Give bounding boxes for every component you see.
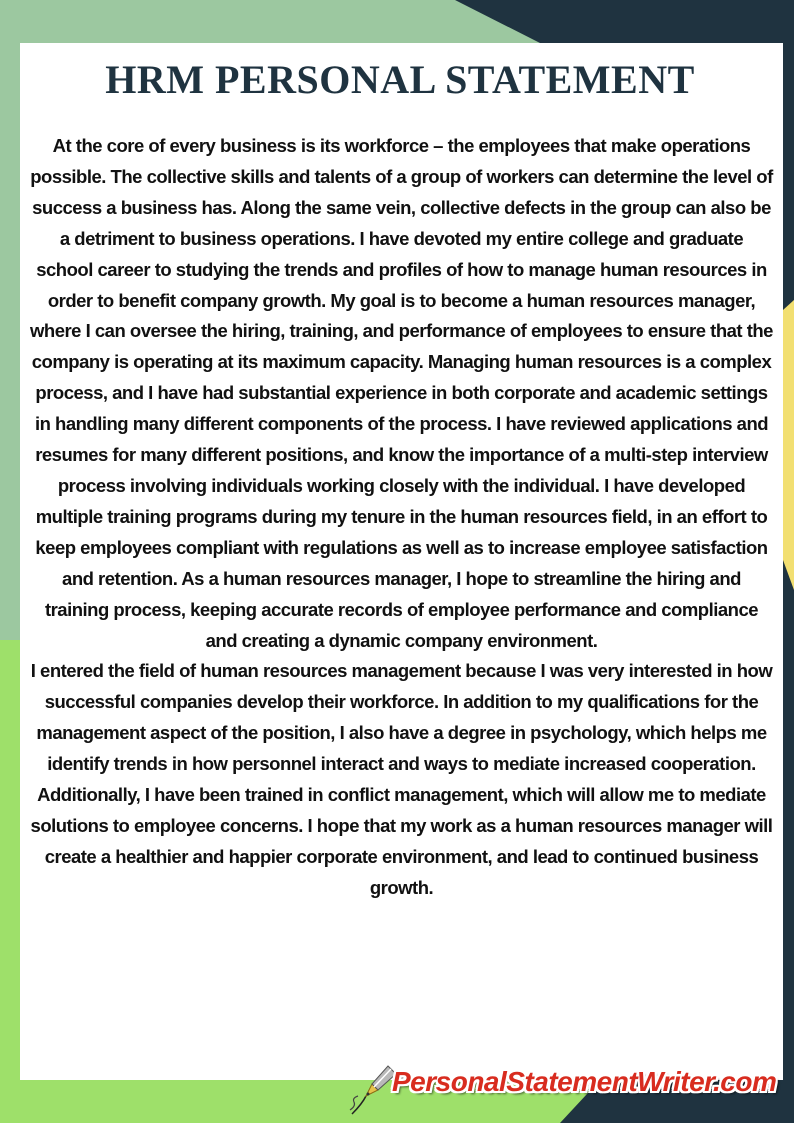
page-title: HRM PERSONAL STATEMENT	[105, 57, 695, 102]
statement-card	[20, 43, 783, 1080]
statement-body	[30, 131, 773, 904]
brand-logo-text: PersonalStatementWriter.com	[392, 1066, 777, 1097]
brand-logo[interactable]	[344, 1060, 777, 1116]
statement-paragraph-1: At the core of every business is its workforce – the employees that make operations possible. The collective skills and talents of a group of workers can determine the level of success a business has. Along the same vein, collective defects in the group can also be a detriment to business operations. I have devoted my entire college and graduate school career to studying the trends and profiles of how to manage human resources in order to benefit company growth. My goal is to become a human resources manager, where I can oversee the hiring, training, and performance of employees to ensure that the company is operating at its maximum capacity. Managing human resources is a complex process, and I have had substantial experience in both corporate and academic settings in handling many different components of the process. I have reviewed applications and resumes for many different positions, and know the importance of a multi-step interview process involving individuals working closely with the individual. I have developed multiple training programs during my tenure in the human resources field, in an effort to keep employees compliant with regulations as well as to increase employee satisfaction and retention. As a human resources manager, I hope to streamline the hiring and training process, keeping accurate records of employee performance and compliance and creating a dynamic company environment.	[30, 135, 773, 651]
statement-paragraph-2: I entered the field of human resources management because I was very interested in how successful companies develop their workforce. In addition to my qualifications for the management aspect of the position, I also have a degree in psychology, which helps me identify trends in how personnel interact and ways to mediate increased cooperation. Additionally, I have been trained in conflict management, which will allow me to mediate solutions to employee concerns. I hope that my work as a human resources manager will create a healthier and happier corporate environment, and lead to continued business growth.	[30, 660, 773, 898]
background-yellow-shape	[783, 300, 794, 590]
